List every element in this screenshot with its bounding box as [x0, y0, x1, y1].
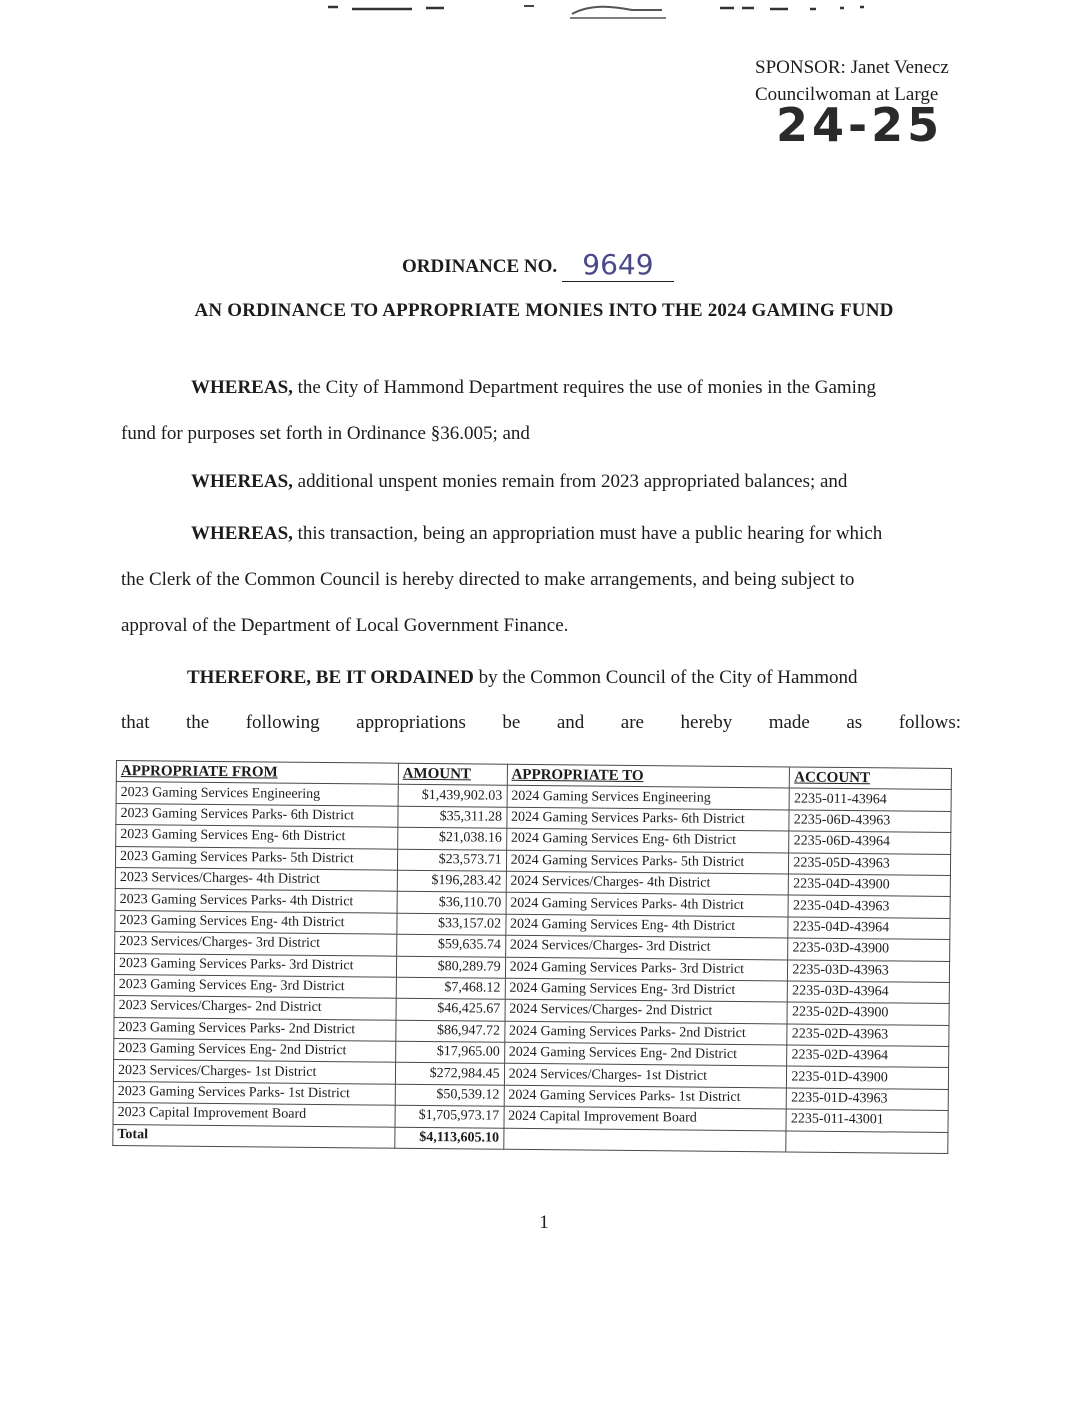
- cell-account: 2235-02D-43900: [787, 1002, 949, 1025]
- cell-amount: $1,439,902.03: [398, 785, 507, 807]
- cell-account: 2235-011-43001: [786, 1109, 948, 1132]
- cell-appropriate-from: 2023 Gaming Services Parks- 1st District: [113, 1081, 395, 1105]
- cell-appropriate-to: 2024 Gaming Services Parks- 4th District: [506, 893, 789, 917]
- cell-account: 2235-06D-43964: [789, 831, 951, 854]
- cell-amount: $35,311.28: [398, 806, 507, 828]
- cell-appropriate-from: 2023 Gaming Services Parks- 4th District: [115, 889, 397, 913]
- appropriations-table: [112, 760, 952, 1154]
- cell-appropriate-to: 2024 Capital Improvement Board: [504, 1106, 787, 1130]
- cell-account: 2235-03D-43963: [788, 959, 950, 982]
- ordinance-title: AN ORDINANCE TO APPROPRIATE MONIES INTO THE 2024 GAMING FUND: [194, 300, 894, 321]
- cell-appropriate-to: 2024 Gaming Services Parks- 6th District: [506, 807, 789, 831]
- page-number: 1: [539, 1212, 549, 1233]
- cell-amount: $59,635.74: [396, 934, 505, 956]
- cell-appropriate-to: 2024 Services/Charges- 2nd District: [505, 1000, 788, 1024]
- cell-amount: $86,947.72: [396, 1020, 505, 1042]
- p3-line1: this transaction, being an appropriation must have a public hearing for which: [292, 523, 883, 544]
- cell-account: 2235-01D-43900: [787, 1066, 949, 1089]
- header-appropriate-from: APPROPRIATE FROM: [116, 761, 398, 785]
- cell-appropriate-to: 2024 Gaming Services Engineering: [507, 786, 790, 810]
- cell-amount: $1,705,973.17: [395, 1105, 504, 1127]
- cell-appropriate-from: 2023 Gaming Services Eng- 3rd District: [114, 974, 396, 998]
- cell-appropriate-from: 2023 Services/Charges- 4th District: [115, 867, 397, 891]
- cell-account: 2235-02D-43964: [787, 1045, 949, 1068]
- cell-account: 2235-011-43964: [789, 788, 951, 811]
- sponsor-line: SPONSOR: Janet Venecz: [755, 57, 949, 78]
- cell-account: 2235-06D-43963: [789, 810, 951, 833]
- whereas-lead: WHEREAS,: [191, 471, 293, 492]
- cell-appropriate-to: 2024 Services/Charges- 3rd District: [505, 935, 788, 959]
- cell-appropriate-to: 2024 Gaming Services Parks- 2nd District: [504, 1021, 787, 1045]
- p1-line2: fund for purposes set forth in Ordinance §36.005; and: [121, 423, 530, 444]
- header-appropriate-to: APPROPRIATE TO: [507, 764, 790, 788]
- cell-amount: $46,425.67: [396, 998, 505, 1020]
- cell-account: 2235-05D-43963: [789, 853, 951, 876]
- cell-amount: $17,965.00: [395, 1041, 504, 1063]
- cell-appropriate-from: 2023 Services/Charges- 2nd District: [114, 996, 396, 1020]
- cell-amount: $21,038.16: [397, 827, 506, 849]
- p1-line1: the City of Hammond Department requires the use of monies in the Gaming: [292, 377, 876, 398]
- cell-appropriate-to: 2024 Gaming Services Parks- 1st District: [504, 1085, 787, 1109]
- header-amount: AMOUNT: [398, 763, 507, 785]
- cell-amount: $33,157.02: [397, 913, 506, 935]
- cell-appropriate-from: 2023 Gaming Services Eng- 2nd District: [114, 1039, 396, 1063]
- cell-appropriate-to: 2024 Gaming Services Parks- 3rd District: [505, 957, 788, 981]
- p2-text: additional unspent monies remain from 2023 appropriated balances; and: [292, 471, 848, 492]
- cell-appropriate-from: 2023 Gaming Services Engineering: [116, 782, 398, 806]
- whereas-paragraph-2: [121, 470, 961, 493]
- therefore-lead: THEREFORE, BE IT ORDAINED: [187, 667, 474, 688]
- sponsor-title-line: Councilwoman at Large: [755, 84, 939, 105]
- cell-account: 2235-02D-43963: [787, 1024, 949, 1047]
- cell-amount: $80,289.79: [396, 956, 505, 978]
- whereas-paragraph-1: [121, 376, 961, 445]
- scan-artifact-marks: [300, 0, 900, 22]
- cell-appropriate-from: 2023 Capital Improvement Board: [113, 1103, 395, 1127]
- whereas-lead: WHEREAS,: [191, 377, 293, 398]
- cell-appropriate-to: 2024 Gaming Services Eng- 3rd District: [505, 978, 788, 1002]
- cell-amount: $196,283.42: [397, 870, 506, 892]
- ordinance-number-line: [402, 246, 674, 280]
- p3-line2: the Clerk of the Common Council is hereby directed to make arrangements, and being subject to: [121, 569, 855, 590]
- total-empty-cell: [503, 1128, 786, 1152]
- cell-amount: $7,468.12: [396, 977, 505, 999]
- whereas-paragraph-3: [121, 522, 961, 637]
- cell-amount: $23,573.71: [397, 849, 506, 871]
- ordinance-label: ORDINANCE NO.: [402, 256, 558, 277]
- number-stamp: 24-25: [776, 98, 944, 152]
- cell-appropriate-to: 2024 Services/Charges- 4th District: [506, 871, 789, 895]
- cell-appropriate-from: 2023 Gaming Services Eng- 6th District: [116, 825, 398, 849]
- cell-appropriate-from: 2023 Gaming Services Parks- 2nd District: [114, 1017, 396, 1041]
- header-account: ACCOUNT: [790, 767, 952, 790]
- cell-account: 2235-03D-43964: [788, 981, 950, 1004]
- cell-amount: $36,110.70: [397, 892, 506, 914]
- cell-appropriate-from: 2023 Gaming Services Eng- 4th District: [115, 910, 397, 934]
- total-label: Total: [113, 1124, 395, 1148]
- p4-line1: by the Common Council of the City of Hammond: [473, 667, 858, 688]
- cell-appropriate-to: 2024 Services/Charges- 1st District: [504, 1064, 787, 1088]
- whereas-lead: WHEREAS,: [191, 523, 293, 544]
- cell-appropriate-to: 2024 Gaming Services Eng- 2nd District: [504, 1042, 787, 1066]
- cell-appropriate-to: 2024 Gaming Services Parks- 5th District: [506, 850, 789, 874]
- cell-appropriate-to: 2024 Gaming Services Eng- 6th District: [506, 828, 789, 852]
- cell-appropriate-from: 2023 Gaming Services Parks- 6th District: [116, 803, 398, 827]
- cell-account: 2235-04D-43900: [789, 874, 951, 897]
- therefore-paragraph: [121, 666, 961, 734]
- cell-appropriate-from: 2023 Gaming Services Parks- 3rd District: [114, 953, 396, 977]
- cell-appropriate-from: 2023 Services/Charges- 1st District: [113, 1060, 395, 1084]
- cell-account: 2235-03D-43900: [788, 938, 950, 961]
- cell-appropriate-from: 2023 Services/Charges- 3rd District: [115, 932, 397, 956]
- cell-account: 2235-04D-43963: [788, 895, 950, 918]
- cell-amount: $50,539.12: [395, 1084, 504, 1106]
- cell-amount: $272,984.45: [395, 1063, 504, 1085]
- p3-line3: approval of the Department of Local Government Finance.: [121, 615, 569, 636]
- p4-line2: that the following appropriations be and are hereby made as follows:: [121, 712, 961, 733]
- total-amount: $4,113,605.10: [395, 1127, 504, 1149]
- cell-appropriate-from: 2023 Gaming Services Parks- 5th District: [115, 846, 397, 870]
- cell-account: 2235-01D-43963: [787, 1088, 949, 1111]
- cell-appropriate-to: 2024 Gaming Services Eng- 4th District: [505, 914, 788, 938]
- total-empty-cell: [786, 1131, 948, 1154]
- ordinance-number-handwritten: 9649: [562, 248, 674, 282]
- cell-account: 2235-04D-43964: [788, 917, 950, 940]
